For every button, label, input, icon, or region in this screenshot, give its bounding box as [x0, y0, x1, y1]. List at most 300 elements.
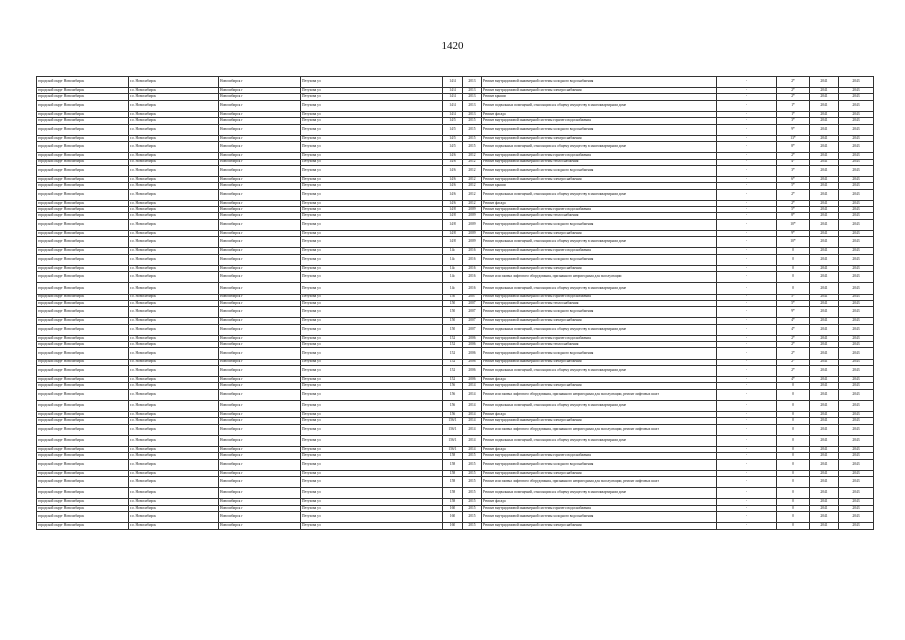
table-row	[37, 488, 874, 499]
cell-year-from: 2041	[810, 488, 839, 499]
cell-street: Петухова ул	[301, 118, 443, 124]
cell-year-to: 2043	[839, 189, 874, 200]
cell-year-from: 2041	[810, 294, 839, 300]
cell-year-to: 2043	[839, 307, 874, 318]
cell-work-type: Ремонт подвальных помещений, относящихся к общему имуществу в многоквартирном доме	[482, 142, 717, 153]
table-body	[37, 77, 874, 530]
cell-year-from: 2041	[810, 342, 839, 348]
cell-year-to: 2043	[839, 118, 874, 124]
cell-house-number: 14/6	[443, 159, 463, 165]
cell-amount: 0	[777, 248, 810, 254]
cell-municipality: городской округ Новосибирск	[37, 488, 129, 499]
table-row	[37, 435, 874, 446]
cell-year: 2016	[463, 248, 482, 254]
cell-settlement: г.о. Новосибирск	[129, 213, 219, 219]
cell-house-number: 152	[443, 359, 463, 365]
cell-municipality: городской округ Новосибирск	[37, 159, 129, 165]
cell-settlement: г.о. Новосибирск	[129, 488, 219, 499]
cell-blank: -	[717, 248, 777, 254]
cell-year-to: 2043	[839, 424, 874, 435]
cell-year-from: 2041	[810, 359, 839, 365]
cell-municipality: городской округ Новосибирск	[37, 200, 129, 206]
cell-settlement: г.о. Новосибирск	[129, 523, 219, 529]
table-row	[37, 400, 874, 411]
cell-blank: -	[717, 111, 777, 117]
cell-year-to: 2043	[839, 272, 874, 283]
cell-blank: -	[717, 200, 777, 206]
cell-municipality: городской округ Новосибирск	[37, 412, 129, 418]
cell-year-to: 2043	[839, 177, 874, 183]
cell-house-number: 14/8	[443, 237, 463, 248]
cell-city: Новосибирск г	[219, 283, 301, 294]
cell-year: 2012	[463, 159, 482, 165]
cell-house-number: 14/5	[443, 124, 463, 135]
cell-work-type: Ремонт внутридомовой инженерной системы теплоснабжения	[482, 342, 717, 348]
cell-street: Петухова ул	[301, 348, 443, 359]
cell-city: Новосибирск г	[219, 159, 301, 165]
cell-year-from: 2041	[810, 124, 839, 135]
cell-settlement: г.о. Новосибирск	[129, 153, 219, 159]
cell-street: Петухова ул	[301, 424, 443, 435]
cell-municipality: городской округ Новосибирск	[37, 124, 129, 135]
cell-amount: 4*	[777, 159, 810, 165]
cell-year-to: 2043	[839, 265, 874, 271]
cell-street: Петухова ул	[301, 307, 443, 318]
cell-work-type: Ремонт фасада	[482, 499, 717, 505]
cell-year-to: 2043	[839, 324, 874, 335]
cell-settlement: г.о. Новосибирск	[129, 272, 219, 283]
cell-blank: -	[717, 523, 777, 529]
cell-municipality: городской округ Новосибирск	[37, 100, 129, 111]
cell-amount: 2*	[777, 342, 810, 348]
cell-street: Петухова ул	[301, 100, 443, 111]
cell-street: Петухова ул	[301, 477, 443, 488]
cell-blank: -	[717, 424, 777, 435]
cell-year-from: 2041	[810, 100, 839, 111]
cell-amount: 1*	[777, 111, 810, 117]
cell-amount: 4*	[777, 324, 810, 335]
cell-year-from: 2041	[810, 283, 839, 294]
cell-settlement: г.о. Новосибирск	[129, 418, 219, 424]
table-row	[37, 348, 874, 359]
table-row	[37, 237, 874, 248]
cell-settlement: г.о. Новосибирск	[129, 512, 219, 523]
cell-amount: 6*	[777, 177, 810, 183]
page-number: 1420	[441, 40, 464, 52]
cell-blank: -	[717, 324, 777, 335]
cell-work-type: Ремонт внутридомовой инженерной системы горячего водоснабжения	[482, 335, 717, 341]
cell-house-number: 156/1	[443, 424, 463, 435]
cell-amount: 2*	[777, 335, 810, 341]
cell-street: Петухова ул	[301, 142, 443, 153]
cell-blank: -	[717, 300, 777, 306]
cell-amount: 2*	[777, 348, 810, 359]
cell-year-from: 2041	[810, 348, 839, 359]
cell-work-type: Ремонт внутридомовой инженерной системы холодного водоснабжения	[482, 512, 717, 523]
cell-year-to: 2043	[839, 94, 874, 100]
cell-amount: 4*	[777, 318, 810, 324]
cell-street: Петухова ул	[301, 512, 443, 523]
cell-street: Петухова ул	[301, 324, 443, 335]
cell-work-type: Ремонт или замена лифтового оборудования, признанного непригодным для эксплуатации, ремонт лифтовых шахт	[482, 424, 717, 435]
cell-work-type: Ремонт внутридомовой инженерной системы горячего водоснабжения	[482, 153, 717, 159]
cell-blank: -	[717, 470, 777, 476]
cell-year-from: 2041	[810, 142, 839, 153]
cell-city: Новосибирск г	[219, 200, 301, 206]
cell-year: 2014	[463, 400, 482, 411]
cell-year: 2014	[463, 383, 482, 389]
cell-blank: -	[717, 88, 777, 94]
cell-street: Петухова ул	[301, 435, 443, 446]
cell-city: Новосибирск г	[219, 418, 301, 424]
capital-repair-table	[36, 76, 874, 530]
cell-street: Петухова ул	[301, 183, 443, 189]
table-row	[37, 142, 874, 153]
cell-city: Новосибирск г	[219, 335, 301, 341]
cell-settlement: г.о. Новосибирск	[129, 219, 219, 230]
cell-year-from: 2041	[810, 272, 839, 283]
cell-amount: 5*	[777, 183, 810, 189]
cell-year-to: 2043	[839, 342, 874, 348]
cell-street: Петухова ул	[301, 505, 443, 511]
table-row	[37, 459, 874, 470]
cell-year-to: 2043	[839, 213, 874, 219]
cell-blank: -	[717, 254, 777, 265]
cell-municipality: городской округ Новосибирск	[37, 499, 129, 505]
cell-year: 2015	[463, 523, 482, 529]
cell-settlement: г.о. Новосибирск	[129, 135, 219, 141]
cell-street: Петухова ул	[301, 342, 443, 348]
cell-work-type: Ремонт внутридомовой инженерной системы холодного водоснабжения	[482, 348, 717, 359]
cell-year-from: 2041	[810, 183, 839, 189]
cell-year-to: 2043	[839, 165, 874, 176]
cell-municipality: городской округ Новосибирск	[37, 207, 129, 213]
cell-year-to: 2043	[839, 412, 874, 418]
cell-amount: 0	[777, 412, 810, 418]
cell-street: Петухова ул	[301, 335, 443, 341]
cell-house-number: 156/1	[443, 446, 463, 452]
cell-municipality: городской округ Новосибирск	[37, 94, 129, 100]
cell-house-number: 14/8	[443, 230, 463, 236]
cell-work-type: Ремонт подвальных помещений, относящихся к общему имуществу в многоквартирном доме	[482, 283, 717, 294]
cell-settlement: г.о. Новосибирск	[129, 324, 219, 335]
cell-city: Новосибирск г	[219, 424, 301, 435]
cell-year: 2013	[463, 94, 482, 100]
cell-city: Новосибирск г	[219, 324, 301, 335]
cell-house-number: 14с	[443, 254, 463, 265]
cell-settlement: г.о. Новосибирск	[129, 100, 219, 111]
cell-settlement: г.о. Новосибирск	[129, 359, 219, 365]
cell-city: Новосибирск г	[219, 100, 301, 111]
table-row	[37, 272, 874, 283]
cell-municipality: городской округ Новосибирск	[37, 459, 129, 470]
cell-work-type: Ремонт или замена лифтового оборудования, признанного непригодным для эксплуатации, ремонт лифтовых шахт	[482, 389, 717, 400]
cell-blank: -	[717, 446, 777, 452]
cell-street: Петухова ул	[301, 200, 443, 206]
cell-year: 2015	[463, 124, 482, 135]
cell-work-type: Ремонт внутридомовой инженерной системы холодного водоснабжения	[482, 124, 717, 135]
cell-year-to: 2043	[839, 294, 874, 300]
cell-settlement: г.о. Новосибирск	[129, 400, 219, 411]
cell-work-type: Ремонт внутридомовой инженерной системы холодного водоснабжения	[482, 77, 717, 88]
cell-amount: 0	[777, 389, 810, 400]
cell-house-number: 14/8	[443, 213, 463, 219]
cell-blank: -	[717, 118, 777, 124]
cell-municipality: городской округ Новосибирск	[37, 470, 129, 476]
cell-house-number: 160	[443, 512, 463, 523]
cell-house-number: 14/6	[443, 153, 463, 159]
table-row	[37, 77, 874, 88]
table-row	[37, 523, 874, 529]
table-row	[37, 189, 874, 200]
cell-year: 2006	[463, 359, 482, 365]
cell-municipality: городской округ Новосибирск	[37, 283, 129, 294]
cell-house-number: 150	[443, 307, 463, 318]
cell-house-number: 14/6	[443, 165, 463, 176]
cell-city: Новосибирск г	[219, 453, 301, 459]
cell-amount: 8*	[777, 142, 810, 153]
cell-year: 2013	[463, 111, 482, 117]
cell-year-from: 2041	[810, 499, 839, 505]
cell-year: 2015	[463, 459, 482, 470]
cell-municipality: городской округ Новосибирск	[37, 335, 129, 341]
cell-year: 2015	[463, 512, 482, 523]
cell-house-number: 14/6	[443, 200, 463, 206]
cell-year: 2015	[463, 499, 482, 505]
cell-house-number: 152	[443, 365, 463, 376]
cell-settlement: г.о. Новосибирск	[129, 230, 219, 236]
cell-amount: 0	[777, 459, 810, 470]
cell-street: Петухова ул	[301, 124, 443, 135]
cell-year-from: 2041	[810, 200, 839, 206]
cell-settlement: г.о. Новосибирск	[129, 389, 219, 400]
cell-blank: -	[717, 383, 777, 389]
cell-settlement: г.о. Новосибирск	[129, 412, 219, 418]
cell-blank: -	[717, 377, 777, 383]
cell-blank: -	[717, 124, 777, 135]
cell-year: 2009	[463, 230, 482, 236]
cell-year-to: 2043	[839, 142, 874, 153]
cell-year-to: 2043	[839, 248, 874, 254]
cell-municipality: городской округ Новосибирск	[37, 453, 129, 459]
cell-year: 2014	[463, 446, 482, 452]
cell-municipality: городской округ Новосибирск	[37, 135, 129, 141]
table-row	[37, 219, 874, 230]
cell-year-from: 2041	[810, 335, 839, 341]
cell-year-from: 2041	[810, 219, 839, 230]
cell-house-number: 14/5	[443, 118, 463, 124]
cell-city: Новосибирск г	[219, 111, 301, 117]
cell-year-to: 2043	[839, 254, 874, 265]
cell-amount: 5*	[777, 294, 810, 300]
cell-year: 2015	[463, 118, 482, 124]
cell-year-to: 2043	[839, 100, 874, 111]
cell-house-number: 14/4	[443, 100, 463, 111]
cell-year-from: 2041	[810, 88, 839, 94]
table-row	[37, 424, 874, 435]
cell-year: 2016	[463, 283, 482, 294]
cell-amount: 5*	[777, 207, 810, 213]
cell-house-number: 14/8	[443, 219, 463, 230]
cell-amount: 0	[777, 272, 810, 283]
cell-blank: -	[717, 77, 777, 88]
cell-year: 2015	[463, 505, 482, 511]
cell-house-number: 156	[443, 389, 463, 400]
cell-blank: -	[717, 418, 777, 424]
cell-year: 2006	[463, 348, 482, 359]
cell-year-to: 2043	[839, 237, 874, 248]
cell-blank: -	[717, 389, 777, 400]
cell-work-type: Ремонт подвальных помещений, относящихся к общему имуществу в многоквартирном доме	[482, 400, 717, 411]
cell-year-from: 2041	[810, 159, 839, 165]
cell-year: 2015	[463, 453, 482, 459]
cell-blank: -	[717, 512, 777, 523]
cell-city: Новосибирск г	[219, 189, 301, 200]
cell-house-number: 156	[443, 383, 463, 389]
cell-house-number: 14с	[443, 248, 463, 254]
cell-city: Новосибирск г	[219, 488, 301, 499]
cell-settlement: г.о. Новосибирск	[129, 470, 219, 476]
cell-street: Петухова ул	[301, 377, 443, 383]
cell-street: Петухова ул	[301, 272, 443, 283]
cell-amount: 2*	[777, 200, 810, 206]
cell-year: 2007	[463, 307, 482, 318]
cell-year-to: 2043	[839, 435, 874, 446]
cell-year-from: 2041	[810, 383, 839, 389]
cell-amount: 3*	[777, 118, 810, 124]
cell-house-number: 152	[443, 335, 463, 341]
cell-work-type: Ремонт внутридомовой инженерной системы электроснабжения	[482, 135, 717, 141]
cell-house-number: 14/5	[443, 142, 463, 153]
cell-amount: 0	[777, 265, 810, 271]
cell-blank: -	[717, 177, 777, 183]
cell-house-number: 14с	[443, 272, 463, 283]
cell-blank: -	[717, 459, 777, 470]
cell-settlement: г.о. Новосибирск	[129, 200, 219, 206]
cell-house-number: 156/1	[443, 435, 463, 446]
cell-house-number: 150	[443, 324, 463, 335]
cell-municipality: городской округ Новосибирск	[37, 237, 129, 248]
cell-year-from: 2041	[810, 237, 839, 248]
cell-work-type: Ремонт подвальных помещений, относящихся к общему имуществу в многоквартирном доме	[482, 189, 717, 200]
cell-blank: -	[717, 94, 777, 100]
cell-street: Петухова ул	[301, 213, 443, 219]
cell-municipality: городской округ Новосибирск	[37, 248, 129, 254]
cell-blank: -	[717, 213, 777, 219]
cell-city: Новосибирск г	[219, 523, 301, 529]
cell-street: Петухова ул	[301, 365, 443, 376]
cell-street: Петухова ул	[301, 94, 443, 100]
cell-municipality: городской округ Новосибирск	[37, 400, 129, 411]
cell-settlement: г.о. Новосибирск	[129, 335, 219, 341]
cell-municipality: городской округ Новосибирск	[37, 213, 129, 219]
cell-house-number: 14/4	[443, 94, 463, 100]
cell-year-to: 2043	[839, 389, 874, 400]
cell-city: Новосибирск г	[219, 88, 301, 94]
cell-work-type: Ремонт внутридомовой инженерной системы теплоснабжения	[482, 213, 717, 219]
cell-street: Петухова ул	[301, 459, 443, 470]
cell-work-type: Ремонт внутридомовой инженерной системы горячего водоснабжения	[482, 207, 717, 213]
cell-year-to: 2043	[839, 512, 874, 523]
cell-street: Петухова ул	[301, 359, 443, 365]
cell-work-type: Ремонт фасада	[482, 412, 717, 418]
cell-amount: 9*	[777, 307, 810, 318]
cell-house-number: 14/6	[443, 177, 463, 183]
cell-blank: -	[717, 348, 777, 359]
cell-municipality: городской округ Новосибирск	[37, 111, 129, 117]
cell-settlement: г.о. Новосибирск	[129, 265, 219, 271]
cell-year-to: 2043	[839, 283, 874, 294]
cell-year-to: 2043	[839, 348, 874, 359]
cell-settlement: г.о. Новосибирск	[129, 446, 219, 452]
cell-year-to: 2043	[839, 111, 874, 117]
cell-year-to: 2043	[839, 200, 874, 206]
cell-year: 2013	[463, 100, 482, 111]
cell-work-type: Ремонт подвальных помещений, относящихся к общему имуществу в многоквартирном доме	[482, 365, 717, 376]
cell-blank: -	[717, 307, 777, 318]
cell-amount: 2*	[777, 77, 810, 88]
cell-settlement: г.о. Новосибирск	[129, 159, 219, 165]
cell-settlement: г.о. Новосибирск	[129, 294, 219, 300]
cell-municipality: городской округ Новосибирск	[37, 318, 129, 324]
cell-blank: -	[717, 342, 777, 348]
table-row	[37, 477, 874, 488]
cell-year-to: 2043	[839, 300, 874, 306]
cell-municipality: городской округ Новосибирск	[37, 77, 129, 88]
cell-blank: -	[717, 237, 777, 248]
cell-year-from: 2041	[810, 300, 839, 306]
cell-city: Новосибирск г	[219, 300, 301, 306]
table-row	[37, 165, 874, 176]
cell-amount: 10*	[777, 219, 810, 230]
cell-work-type: Ремонт внутридомовой инженерной системы горячего водоснабжения	[482, 294, 717, 300]
cell-city: Новосибирск г	[219, 207, 301, 213]
cell-year-to: 2043	[839, 335, 874, 341]
cell-city: Новосибирск г	[219, 177, 301, 183]
cell-work-type: Ремонт внутридомовой инженерной системы электроснабжения	[482, 177, 717, 183]
cell-municipality: городской округ Новосибирск	[37, 118, 129, 124]
cell-city: Новосибирск г	[219, 294, 301, 300]
cell-year-from: 2041	[810, 365, 839, 376]
cell-year: 2012	[463, 177, 482, 183]
cell-amount: 0	[777, 254, 810, 265]
cell-year: 2007	[463, 318, 482, 324]
cell-settlement: г.о. Новосибирск	[129, 505, 219, 511]
cell-amount: 10*	[777, 237, 810, 248]
table-row	[37, 512, 874, 523]
table-row	[37, 365, 874, 376]
cell-city: Новосибирск г	[219, 272, 301, 283]
cell-blank: -	[717, 135, 777, 141]
cell-house-number: 158	[443, 453, 463, 459]
cell-house-number: 150	[443, 318, 463, 324]
cell-year: 2012	[463, 183, 482, 189]
cell-municipality: городской округ Новосибирск	[37, 189, 129, 200]
cell-year: 2006	[463, 342, 482, 348]
cell-work-type: Ремонт внутридомовой инженерной системы электроснабжения	[482, 230, 717, 236]
cell-blank: -	[717, 283, 777, 294]
cell-amount: 0	[777, 424, 810, 435]
cell-year-to: 2043	[839, 207, 874, 213]
cell-blank: -	[717, 318, 777, 324]
cell-municipality: городской округ Новосибирск	[37, 342, 129, 348]
cell-year-to: 2043	[839, 183, 874, 189]
cell-year-from: 2041	[810, 135, 839, 141]
cell-settlement: г.о. Новосибирск	[129, 453, 219, 459]
cell-municipality: городской округ Новосибирск	[37, 512, 129, 523]
cell-street: Петухова ул	[301, 254, 443, 265]
cell-year-from: 2041	[810, 248, 839, 254]
